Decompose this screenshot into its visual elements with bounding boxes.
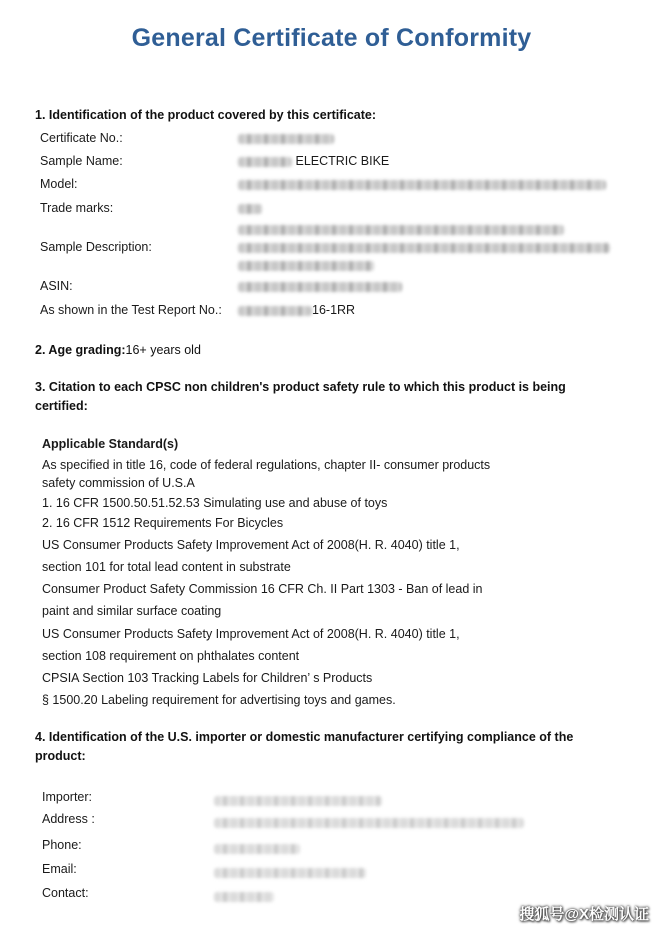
section-2: [35, 341, 201, 360]
asin-label: ASIN:: [40, 279, 73, 293]
standard-line: section 108 requirement on phthalates content: [42, 649, 300, 663]
test-report-no-text: 16-1RR: [312, 303, 356, 317]
section-3-heading-line2: certified:: [35, 399, 88, 413]
contact-label: Contact:: [42, 886, 89, 900]
address-value-redacted: [214, 814, 524, 832]
sample-description-line2-redacted: [238, 240, 610, 254]
sample-description-line1-redacted: [238, 222, 564, 236]
applicable-standards-heading: Applicable Standard(s): [42, 437, 179, 451]
sample-name-label: Sample Name:: [40, 154, 123, 168]
certificate-no-value-redacted: [238, 131, 334, 145]
sample-name-value: [238, 154, 389, 168]
model-value-redacted: [238, 177, 606, 191]
standard-line: 2. 16 CFR 1512 Requirements For Bicycles: [42, 516, 284, 530]
sample-description-label: Sample Description:: [40, 240, 152, 254]
section-4-heading-line2: product:: [35, 749, 86, 763]
importer-value-redacted: [214, 792, 382, 810]
standard-line: section 101 for total lead content in substrate: [42, 560, 291, 574]
age-grading-value: 16+ years old: [125, 343, 201, 357]
sample-name-text: ELECTRIC BIKE: [295, 154, 390, 168]
model-label: Model:: [40, 177, 78, 191]
standard-line: US Consumer Products Safety Improvement Act of 2008(H. R. 4040) title 1,: [42, 627, 460, 641]
sample-description-line3-redacted: [238, 258, 374, 272]
test-report-no-value: [238, 303, 355, 317]
standard-line: As specified in title 16, code of federal regulations, chapter II- consumer products: [42, 458, 491, 472]
contact-value-redacted: [214, 888, 274, 906]
importer-label: Importer:: [42, 790, 93, 804]
certificate-title: General Certificate of Conformity: [131, 24, 532, 52]
email-label: Email:: [42, 862, 77, 876]
section-2-heading: 2. Age grading:: [35, 343, 126, 357]
section-4-heading-line1: 4. Identification of the U.S. importer or domestic manufacturer certifying compliance of the: [35, 730, 574, 744]
standard-line: safety commission of U.S.A: [42, 476, 195, 490]
watermark: 搜狐号@X检测认证: [519, 906, 649, 923]
address-label: Address :: [42, 812, 95, 826]
test-report-no-label: As shown in the Test Report No.:: [40, 303, 222, 317]
certificate-no-label: Certificate No.:: [40, 131, 123, 145]
section-3-heading-line1: 3. Citation to each CPSC non children's product safety rule to which this product is being: [35, 380, 566, 394]
email-value-redacted: [214, 864, 366, 882]
section-1-heading: 1. Identification of the product covered by this certificate:: [35, 108, 377, 122]
standard-line: US Consumer Products Safety Improvement Act of 2008(H. R. 4040) title 1,: [42, 538, 460, 552]
standard-line: Consumer Product Safety Commission 16 CFR Ch. II Part 1303 - Ban of lead in: [42, 582, 483, 596]
trade-marks-value-redacted: [238, 201, 262, 215]
standard-line: § 1500.20 Labeling requirement for advertising toys and games.: [42, 693, 396, 707]
asin-value-redacted: [238, 279, 402, 293]
standard-line: CPSIA Section 103 Tracking Labels for Children’ s Products: [42, 671, 373, 685]
trade-marks-label: Trade marks:: [40, 201, 114, 215]
phone-value-redacted: [214, 840, 300, 858]
phone-label: Phone:: [42, 838, 82, 852]
standard-line: 1. 16 CFR 1500.50.51.52.53 Simulating use and abuse of toys: [42, 496, 388, 510]
standard-line: paint and similar surface coating: [42, 604, 222, 618]
